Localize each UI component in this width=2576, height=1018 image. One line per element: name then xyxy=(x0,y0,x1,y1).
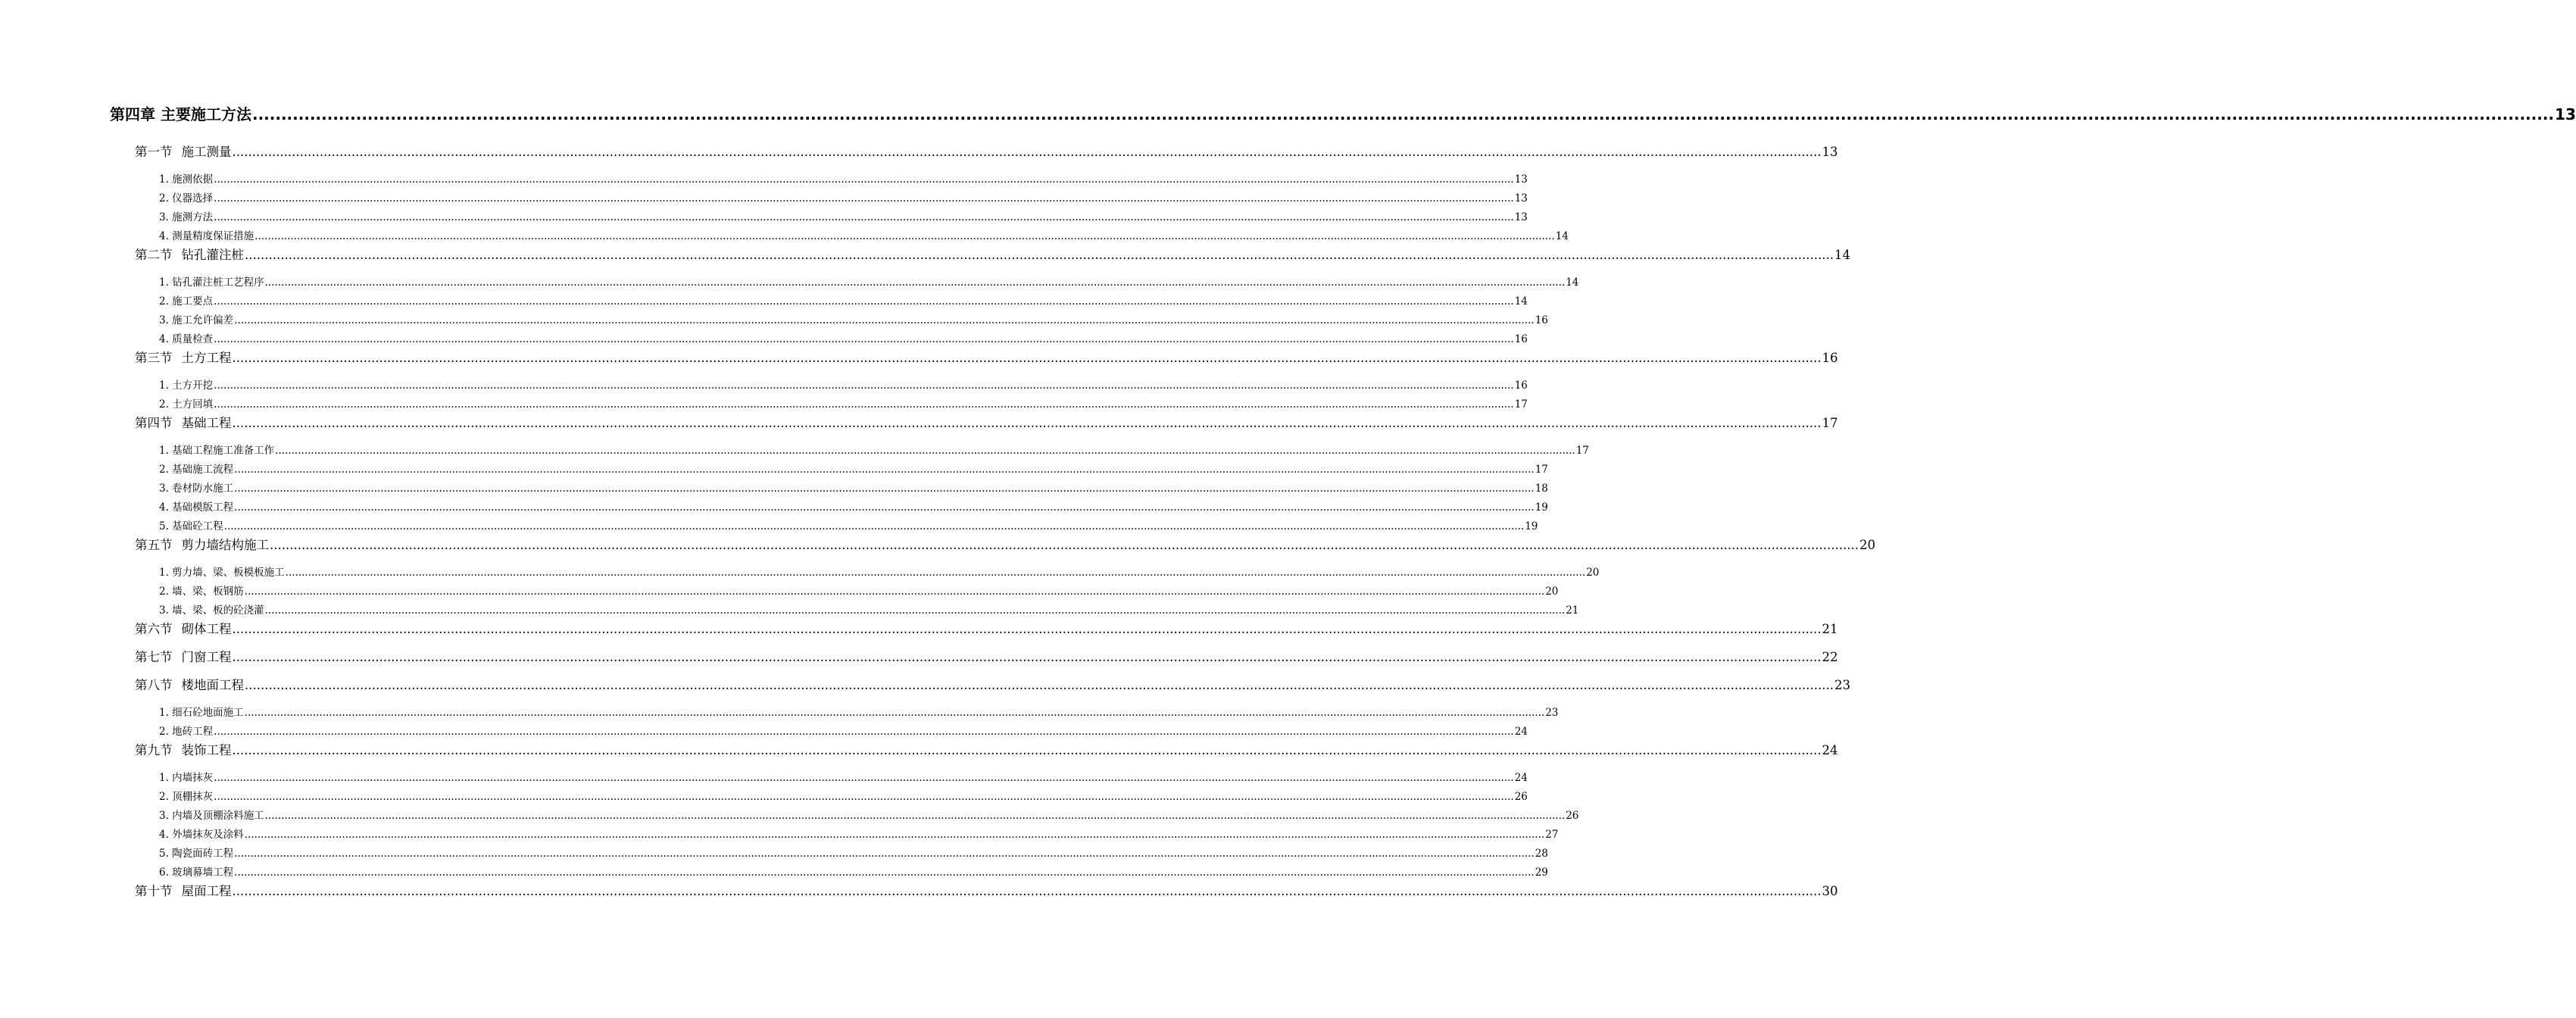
toc-section-entry[interactable] xyxy=(135,649,1838,666)
toc-item-entry[interactable] xyxy=(159,482,1548,495)
toc-item-entry[interactable] xyxy=(159,501,1548,514)
dot-leader: ................................................................................................................................................................................................................................................................................................................................................................................................................ xyxy=(214,398,1514,411)
page-number: 22 xyxy=(1822,650,1838,664)
toc-item-entry[interactable] xyxy=(159,604,1579,617)
toc-item-entry[interactable] xyxy=(159,379,1528,392)
page-number: 16 xyxy=(1514,379,1528,392)
toc-item-entry[interactable] xyxy=(159,463,1548,476)
toc-item-entry[interactable] xyxy=(159,866,1548,879)
chapter-title: 第四章 主要施工方法 xyxy=(110,105,251,123)
section-title xyxy=(135,742,232,759)
page-number: 27 xyxy=(1545,829,1559,841)
dot-leader: ................................................................................................................................................................................................................................................................................................................................................................................................................ xyxy=(234,482,1535,495)
dot-leader: ................................................................................................................................................................................................................................................................................................................................................................................................................ xyxy=(264,276,1566,289)
section-label: 第二节 xyxy=(135,248,173,262)
item-title: 1. 细石砼地面施工 xyxy=(159,707,244,719)
section-name: 钻孔灌注桩 xyxy=(181,248,244,262)
toc-item-entry[interactable] xyxy=(159,173,1528,186)
section-name: 施工测量 xyxy=(181,145,232,159)
item-title: 2. 土方回填 xyxy=(159,398,214,411)
section-name: 门窗工程 xyxy=(181,650,232,664)
toc-item-entry[interactable] xyxy=(159,230,1569,243)
section-name: 土方工程 xyxy=(181,351,232,365)
page-number: 16 xyxy=(1514,333,1528,345)
page-number: 19 xyxy=(1525,520,1538,532)
toc-section-entry[interactable] xyxy=(135,742,1838,759)
dot-leader: ................................................................................................................................................................................................................................................................................................................................................................................................................ xyxy=(214,173,1514,186)
dot-leader: ................................................................................................................................................................................................................................................................................................................................................................................................................ xyxy=(232,622,1822,636)
section-name: 剪力墙结构施工 xyxy=(181,538,269,552)
item-title: 2. 地砖工程 xyxy=(159,726,214,738)
dot-leader: ................................................................................................................................................................................................................................................................................................................................................................................................................ xyxy=(214,726,1514,738)
toc-item-entry[interactable] xyxy=(159,585,1559,598)
item-title: 2. 施工要点 xyxy=(159,295,214,308)
dot-leader: ................................................................................................................................................................................................................................................................................................................................................................................................................ xyxy=(245,248,1834,262)
dot-leader: ................................................................................................................................................................................................................................................................................................................................................................................................................ xyxy=(285,567,1586,579)
dot-leader: ................................................................................................................................................................................................................................................................................................................................................................................................................ xyxy=(214,772,1514,784)
section-label: 第一节 xyxy=(135,145,173,159)
item-title: 1. 施测依据 xyxy=(159,173,214,186)
section-title xyxy=(135,677,244,694)
item-title: 3. 施工允许偏差 xyxy=(159,314,234,326)
section-name: 基础工程 xyxy=(181,416,232,430)
page-number: 14 xyxy=(1514,295,1528,308)
dot-leader: ................................................................................................................................................................................................................................................................................................................................................................................................................ xyxy=(214,211,1514,223)
page-number: 13 xyxy=(1514,211,1528,223)
item-title: 3. 内墙及顶棚涂料施工 xyxy=(159,810,264,822)
page-number: 17 xyxy=(1535,464,1548,476)
page-number: 20 xyxy=(1859,538,1875,552)
section-label: 第八节 xyxy=(135,678,173,692)
page-number: 17 xyxy=(1514,398,1528,411)
page-number: 17 xyxy=(1822,416,1838,430)
toc-section-entry[interactable] xyxy=(135,537,1875,554)
toc-section-entry[interactable] xyxy=(135,677,1850,694)
item-title: 3. 墙、梁、板的砼浇灌 xyxy=(159,604,264,617)
page-number: 14 xyxy=(1834,248,1850,262)
page-number: 14 xyxy=(1555,230,1569,242)
dot-leader: ................................................................................................................................................................................................................................................................................................................................................................................................................ xyxy=(232,351,1822,365)
dot-leader: ................................................................................................................................................................................................................................................................................................................................................................................................................ xyxy=(214,333,1514,345)
section-title xyxy=(135,350,232,367)
page-number: 26 xyxy=(1566,810,1579,822)
page-number: 16 xyxy=(1535,314,1548,326)
dot-leader: ................................................................................................................................................................................................................................................................................................................................................................................................................ xyxy=(234,464,1535,476)
page-number: 13 xyxy=(2555,105,2576,123)
toc-chapter-entry[interactable] xyxy=(110,105,2576,124)
page-number: 24 xyxy=(1514,772,1528,784)
page-number: 29 xyxy=(1535,867,1548,879)
page-number: 26 xyxy=(1514,791,1528,803)
dot-leader: ................................................................................................................................................................................................................................................................................................................................................................................................................ xyxy=(223,520,1525,532)
page-number: 28 xyxy=(1535,848,1548,860)
section-label: 第十节 xyxy=(135,884,173,898)
dot-leader: ................................................................................................................................................................................................................................................................................................................................................................................................................ xyxy=(234,314,1535,326)
dot-leader: ................................................................................................................................................................................................................................................................................................................................................................................................................ xyxy=(232,416,1822,430)
section-label: 第七节 xyxy=(135,650,173,664)
item-title: 4. 质量检查 xyxy=(159,333,214,345)
toc-item-entry[interactable] xyxy=(159,790,1528,804)
page-number: 13 xyxy=(1514,173,1528,186)
section-title xyxy=(135,537,269,554)
item-title: 4. 基础模版工程 xyxy=(159,501,234,514)
toc-section-entry[interactable] xyxy=(135,415,1838,432)
toc-item-entry[interactable] xyxy=(159,725,1528,739)
page-number: 17 xyxy=(1575,445,1589,457)
page-number: 23 xyxy=(1834,678,1850,692)
dot-leader: ................................................................................................................................................................................................................................................................................................................................................................................................................ xyxy=(244,586,1545,598)
toc-item-entry[interactable] xyxy=(159,566,1600,579)
page-number: 23 xyxy=(1545,707,1559,719)
section-name: 楼地面工程 xyxy=(181,678,244,692)
dot-leader: ................................................................................................................................................................................................................................................................................................................................................................................................................ xyxy=(214,192,1514,205)
toc-section-entry[interactable] xyxy=(135,350,1838,367)
dot-leader: ................................................................................................................................................................................................................................................................................................................................................................................................................ xyxy=(244,707,1545,719)
dot-leader: ................................................................................................................................................................................................................................................................................................................................................................................................................ xyxy=(244,829,1545,841)
section-title xyxy=(135,649,232,666)
section-name: 砌体工程 xyxy=(181,622,232,636)
dot-leader: ................................................................................................................................................................................................................................................................................................................................................................................................................ xyxy=(232,743,1822,757)
section-label: 第五节 xyxy=(135,538,173,552)
toc-item-entry[interactable] xyxy=(159,809,1579,823)
section-name: 装饰工程 xyxy=(181,743,232,757)
section-title xyxy=(135,883,232,900)
toc-item-entry[interactable] xyxy=(159,333,1528,346)
toc-item-entry[interactable] xyxy=(159,211,1528,224)
dot-leader: ................................................................................................................................................................................................................................................................................................................................................................................................................ xyxy=(275,445,1575,457)
section-label: 第三节 xyxy=(135,351,173,365)
section-title xyxy=(135,415,232,432)
item-title: 1. 内墙抹灰 xyxy=(159,772,214,784)
toc-item-entry[interactable] xyxy=(159,828,1559,842)
dot-leader: ................................................................................................................................................................................................................................................................................................................................................................................................................ xyxy=(251,105,2555,123)
section-label: 第九节 xyxy=(135,743,173,757)
dot-leader: ................................................................................................................................................................................................................................................................................................................................................................................................................ xyxy=(245,678,1834,692)
toc-section-entry[interactable] xyxy=(135,144,1838,161)
toc-item-entry[interactable] xyxy=(159,314,1548,327)
page-number: 24 xyxy=(1822,743,1838,757)
page-number: 24 xyxy=(1514,726,1528,738)
toc-item-entry[interactable] xyxy=(159,276,1579,289)
page-number: 21 xyxy=(1566,604,1579,617)
section-title xyxy=(135,247,244,264)
dot-leader: ................................................................................................................................................................................................................................................................................................................................................................................................................ xyxy=(232,650,1822,664)
section-name: 屋面工程 xyxy=(181,884,232,898)
section-title xyxy=(135,144,232,161)
item-title: 4. 外墙抹灰及涂料 xyxy=(159,829,244,841)
dot-leader: ................................................................................................................................................................................................................................................................................................................................................................................................................ xyxy=(270,538,1859,552)
toc-item-entry[interactable] xyxy=(159,520,1538,533)
page-number: 18 xyxy=(1535,482,1548,495)
page-number: 13 xyxy=(1822,145,1838,159)
dot-leader: ................................................................................................................................................................................................................................................................................................................................................................................................................ xyxy=(234,848,1535,860)
dot-leader: ................................................................................................................................................................................................................................................................................................................................................................................................................ xyxy=(214,791,1514,803)
item-title: 2. 顶棚抹灰 xyxy=(159,791,214,803)
item-title: 4. 测量精度保证措施 xyxy=(159,230,254,242)
item-title: 5. 陶瓷面砖工程 xyxy=(159,848,234,860)
toc-item-entry[interactable] xyxy=(159,398,1528,411)
page-number: 20 xyxy=(1545,586,1559,598)
dot-leader: ................................................................................................................................................................................................................................................................................................................................................................................................................ xyxy=(254,230,1555,242)
section-label: 第四节 xyxy=(135,416,173,430)
dot-leader: ................................................................................................................................................................................................................................................................................................................................................................................................................ xyxy=(234,501,1535,514)
item-title: 2. 仪器选择 xyxy=(159,192,214,205)
dot-leader: ................................................................................................................................................................................................................................................................................................................................................................................................................ xyxy=(214,379,1514,392)
dot-leader: ................................................................................................................................................................................................................................................................................................................................................................................................................ xyxy=(232,884,1822,898)
toc-section-entry[interactable] xyxy=(135,883,1838,900)
toc-section-entry[interactable] xyxy=(135,621,1838,638)
dot-leader: ................................................................................................................................................................................................................................................................................................................................................................................................................ xyxy=(214,295,1514,308)
toc-item-entry[interactable] xyxy=(159,444,1589,457)
item-title: 3. 卷材防水施工 xyxy=(159,482,234,495)
item-title: 1. 钻孔灌注桩工艺程序 xyxy=(159,276,264,289)
page-number: 30 xyxy=(1822,884,1838,898)
page-number: 14 xyxy=(1566,276,1579,289)
item-title: 2. 基础施工流程 xyxy=(159,464,234,476)
dot-leader: ................................................................................................................................................................................................................................................................................................................................................................................................................ xyxy=(234,867,1535,879)
page-number: 19 xyxy=(1535,501,1548,514)
toc-item-entry[interactable] xyxy=(159,192,1528,205)
section-label: 第六节 xyxy=(135,622,173,636)
toc-item-entry[interactable] xyxy=(159,847,1548,860)
item-title: 6. 玻璃幕墙工程 xyxy=(159,867,234,879)
page-number: 13 xyxy=(1514,192,1528,205)
item-title: 2. 墙、梁、板钢筋 xyxy=(159,586,244,598)
item-title: 1. 基础工程施工准备工作 xyxy=(159,445,275,457)
item-title: 1. 剪力墙、梁、板模板施工 xyxy=(159,567,285,579)
item-title: 5. 基础砼工程 xyxy=(159,520,223,532)
toc-item-entry[interactable] xyxy=(159,706,1559,720)
dot-leader: ................................................................................................................................................................................................................................................................................................................................................................................................................ xyxy=(264,810,1566,822)
toc-section-entry[interactable] xyxy=(135,247,1850,264)
page-number: 16 xyxy=(1822,351,1838,365)
page-number: 21 xyxy=(1822,622,1838,636)
section-title xyxy=(135,621,232,638)
toc-item-entry[interactable] xyxy=(159,771,1528,785)
item-title: 1. 土方开挖 xyxy=(159,379,214,392)
item-title: 3. 施测方法 xyxy=(159,211,214,223)
dot-leader: ................................................................................................................................................................................................................................................................................................................................................................................................................ xyxy=(264,604,1566,617)
toc-item-entry[interactable] xyxy=(159,295,1528,308)
page-number: 20 xyxy=(1586,567,1600,579)
dot-leader: ................................................................................................................................................................................................................................................................................................................................................................................................................ xyxy=(232,145,1822,159)
